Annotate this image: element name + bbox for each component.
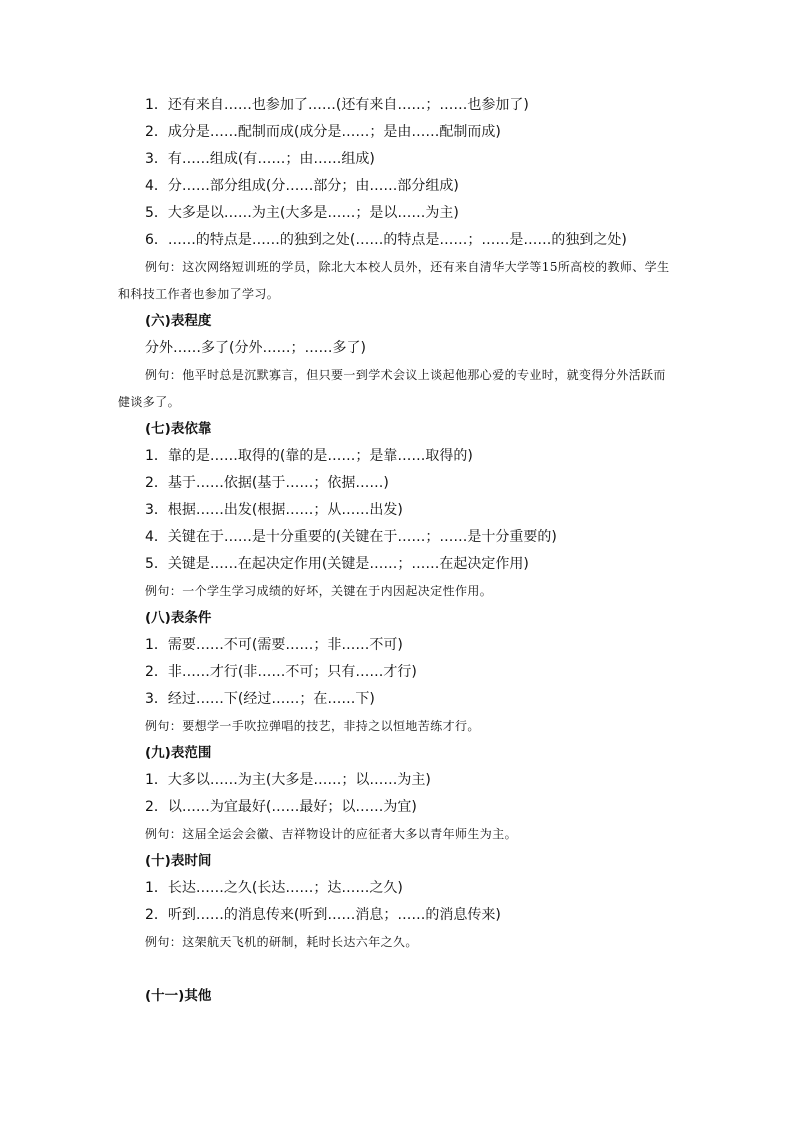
list-item: 1．需要……不可(需要……；非……不可): [145, 637, 403, 653]
section-title-other: (十一)其他: [145, 988, 212, 1004]
list-item: 1．还有来自……也参加了……(还有来自……；……也参加了): [145, 97, 529, 113]
section-title-time: (十)表时间: [145, 853, 212, 869]
list-item: 3．根据……出发(根据……；从……出发): [145, 502, 403, 518]
section-title-reliance: (七)表依靠: [145, 421, 212, 437]
list-item: 3．经过……下(经过……；在……下): [145, 691, 375, 707]
blank-line: [118, 956, 678, 983]
example-sentence: 例句：要想学一手吹拉弹唱的技艺，非持之以恒地苦练才行。: [145, 719, 480, 733]
list-item: 3．有……组成(有……；由……组成): [145, 151, 375, 167]
list-item: 分外……多了(分外……；……多了): [145, 340, 366, 356]
list-item: 5．大多是以……为主(大多是……；是以……为主): [145, 205, 459, 221]
example-sentence: 例句：他平时总是沉默寡言，但只要一到学术会议上谈起他那心爱的专业时，就变得分外活跃而健谈多了。: [118, 368, 666, 409]
list-item: 4．分……部分组成(分……部分；由……部分组成): [145, 178, 459, 194]
section-title-condition: (八)表条件: [145, 610, 212, 626]
example-sentence: 例句：这次网络短训班的学员，除北大本校人员外，还有来自清华大学等15所高校的教师、学生和科技工作者也参加了学习。: [118, 260, 670, 301]
section-title-degree: (六)表程度: [145, 313, 212, 329]
list-item: 2．听到……的消息传来(听到……消息；……的消息传来): [145, 907, 501, 923]
list-item: 1．靠的是……取得的(靠的是……；是靠……取得的): [145, 448, 473, 464]
list-item: 2．以……为宜最好(……最好；以……为宜): [145, 799, 417, 815]
list-item: 5．关键是……在起决定作用(关键是……；……在起决定作用): [145, 556, 529, 572]
example-sentence: 例句：一个学生学习成绩的好坏，关键在于内因起决定性作用。: [145, 584, 493, 598]
list-item: 4．关键在于……是十分重要的(关键在于……；……是十分重要的): [145, 529, 557, 545]
example-sentence: 例句：这架航天飞机的研制，耗时长达六年之久。: [145, 935, 418, 949]
list-item: 6．……的特点是……的独到之处(……的特点是……；……是……的独到之处): [145, 232, 627, 248]
list-item: 2．基于……依据(基于……；依据……): [145, 475, 389, 491]
section-title-scope: (九)表范围: [145, 745, 212, 761]
list-item: 2．成分是……配制而成(成分是……；是由……配制而成): [145, 124, 501, 140]
document-content: [118, 92, 678, 1010]
list-item: 1．长达……之久(长达……；达……之久): [145, 880, 403, 896]
list-item: 2．非……才行(非……不可；只有……才行): [145, 664, 417, 680]
list-item: 1．大多以……为主(大多是……；以……为主): [145, 772, 431, 788]
example-sentence: 例句：这届全运会会徽、吉祥物设计的应征者大多以青年师生为主。: [145, 827, 518, 841]
